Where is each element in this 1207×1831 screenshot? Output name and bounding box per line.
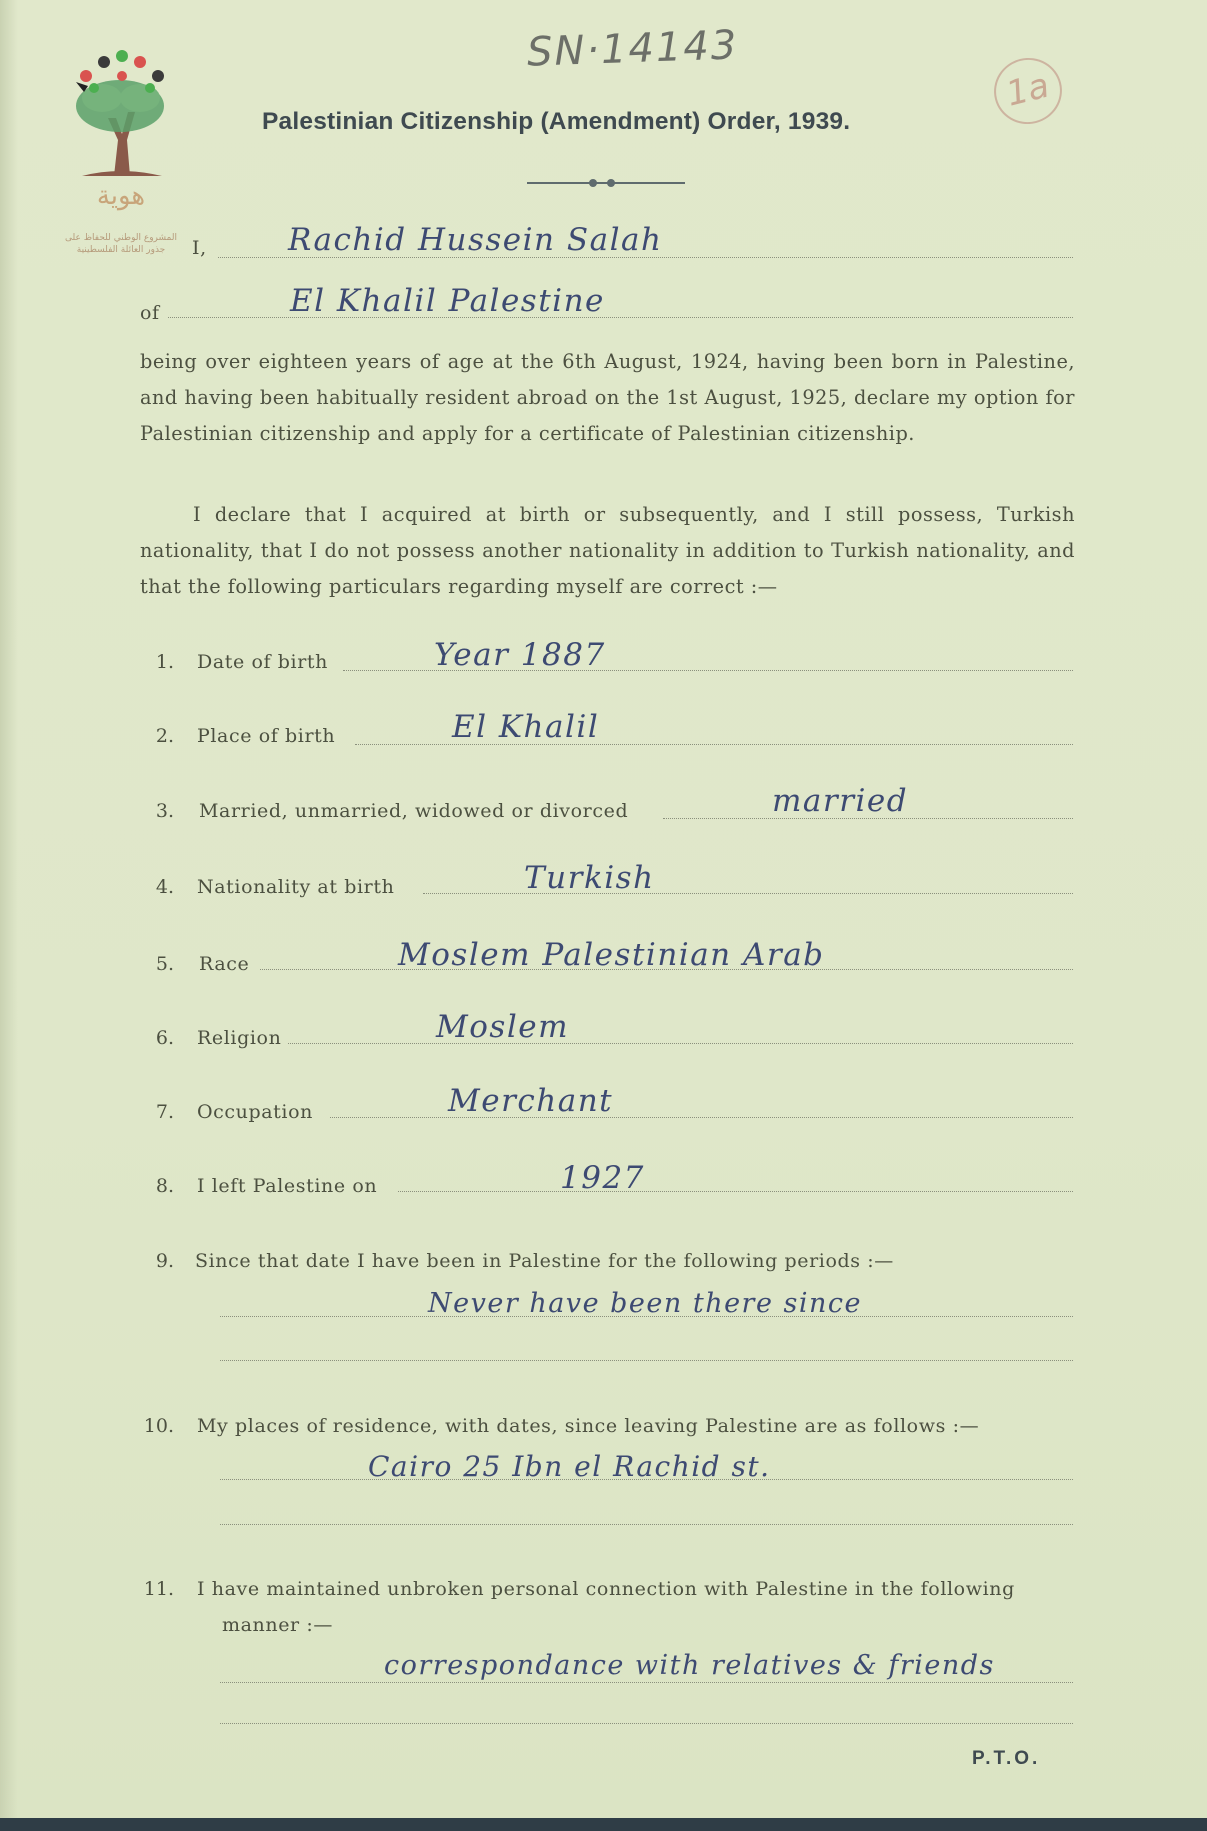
field-number: 4.	[155, 876, 174, 898]
field-value-marital-status: married	[772, 783, 909, 819]
field-label-place-of-birth: Place of birth	[197, 725, 336, 747]
field-line	[398, 1191, 1073, 1192]
field-value-race: Moslem Palestinian Arab	[398, 937, 825, 973]
field-line	[423, 893, 1073, 894]
question-answer-residences: Cairo 25 Ibn el Rachid st.	[368, 1450, 771, 1483]
field-value-date-of-birth: Year 1887	[434, 637, 606, 673]
field-value-left-palestine: 1927	[560, 1160, 645, 1196]
of-prefix: of	[140, 302, 160, 324]
title-divider	[527, 182, 685, 184]
question-label-periods: Since that date I have been in Palestine for the following periods :—	[195, 1250, 894, 1272]
of-value: El Khalil Palestine	[290, 283, 605, 319]
answer-line	[220, 1360, 1073, 1361]
answer-line	[220, 1723, 1073, 1724]
field-number: 5.	[155, 953, 174, 975]
logo-wordmark: هوية	[96, 181, 146, 211]
logo-caption: المشروع الوطني للحفاظ على جذور العائلة الفلسطينية	[64, 233, 177, 255]
field-number: 2.	[155, 725, 174, 747]
field-line	[288, 1043, 1073, 1044]
field-value-occupation: Merchant	[448, 1083, 614, 1119]
page-marker: 1a	[987, 51, 1069, 131]
field-number: 8.	[155, 1175, 174, 1197]
name-prefix: I,	[192, 237, 207, 259]
question-label-connection-cont: manner :—	[222, 1614, 333, 1636]
field-label-religion: Religion	[197, 1027, 282, 1049]
field-label-date-of-birth: Date of birth	[197, 651, 328, 673]
question-number: 11.	[143, 1578, 174, 1600]
intro-paragraph: being over eighteen years of age at the 6th August, 1924, having been born in Palestine, and having been habitually resident abroad on the 1st August, 1925, declare my option for Palestinian citizenship and apply for a certificate of Palestinian citizenship.	[140, 350, 1075, 445]
answer-line	[220, 1524, 1073, 1525]
field-value-place-of-birth: El Khalil	[452, 709, 600, 745]
scan-border	[0, 1818, 1207, 1831]
question-answer-periods: Never have been there since	[428, 1288, 863, 1319]
field-number: 1.	[155, 651, 174, 673]
field-label-marital-status: Married, unmarried, widowed or divorced	[199, 800, 629, 822]
form-title: Palestinian Citizenship (Amendment) Order, 1939.	[262, 108, 851, 135]
name-value: Rachid Hussein Salah	[288, 222, 663, 258]
field-label-nationality: Nationality at birth	[197, 876, 395, 898]
field-value-nationality: Turkish	[524, 860, 655, 896]
answer-line	[220, 1682, 1073, 1683]
field-number: 7.	[155, 1101, 174, 1123]
reference-number: SN·14143	[526, 22, 740, 76]
question-number: 9.	[155, 1250, 174, 1272]
please-turn-over: P.T.O.	[972, 1748, 1041, 1769]
field-number: 6.	[155, 1027, 174, 1049]
divider-ornament	[607, 179, 615, 187]
field-label-race: Race	[199, 953, 250, 975]
family-tree-icon	[62, 48, 180, 178]
family-tree-logo	[62, 48, 180, 258]
field-label-occupation: Occupation	[197, 1101, 313, 1123]
question-label-residences: My places of residence, with dates, since leaving Palestine are as follows :—	[197, 1415, 980, 1437]
field-value-religion: Moslem	[436, 1009, 569, 1045]
question-number: 10.	[143, 1415, 174, 1437]
field-label-left-palestine: I left Palestine on	[197, 1175, 378, 1197]
divider-ornament	[589, 179, 597, 187]
question-answer-connection: correspondance with relatives & friends	[384, 1650, 995, 1681]
declaration-paragraph: I declare that I acquired at birth or subsequently, and I still possess, Turkish nationality, that I do not possess another nationality in addition to Turkish nationality, and that the following particulars regarding myself are correct :—	[140, 503, 1075, 598]
paper-edge-shadow	[0, 0, 18, 1831]
field-line	[330, 1117, 1073, 1118]
question-label-connection: I have maintained unbroken personal connection with Palestine in the following	[197, 1578, 1015, 1600]
field-number: 3.	[155, 800, 174, 822]
